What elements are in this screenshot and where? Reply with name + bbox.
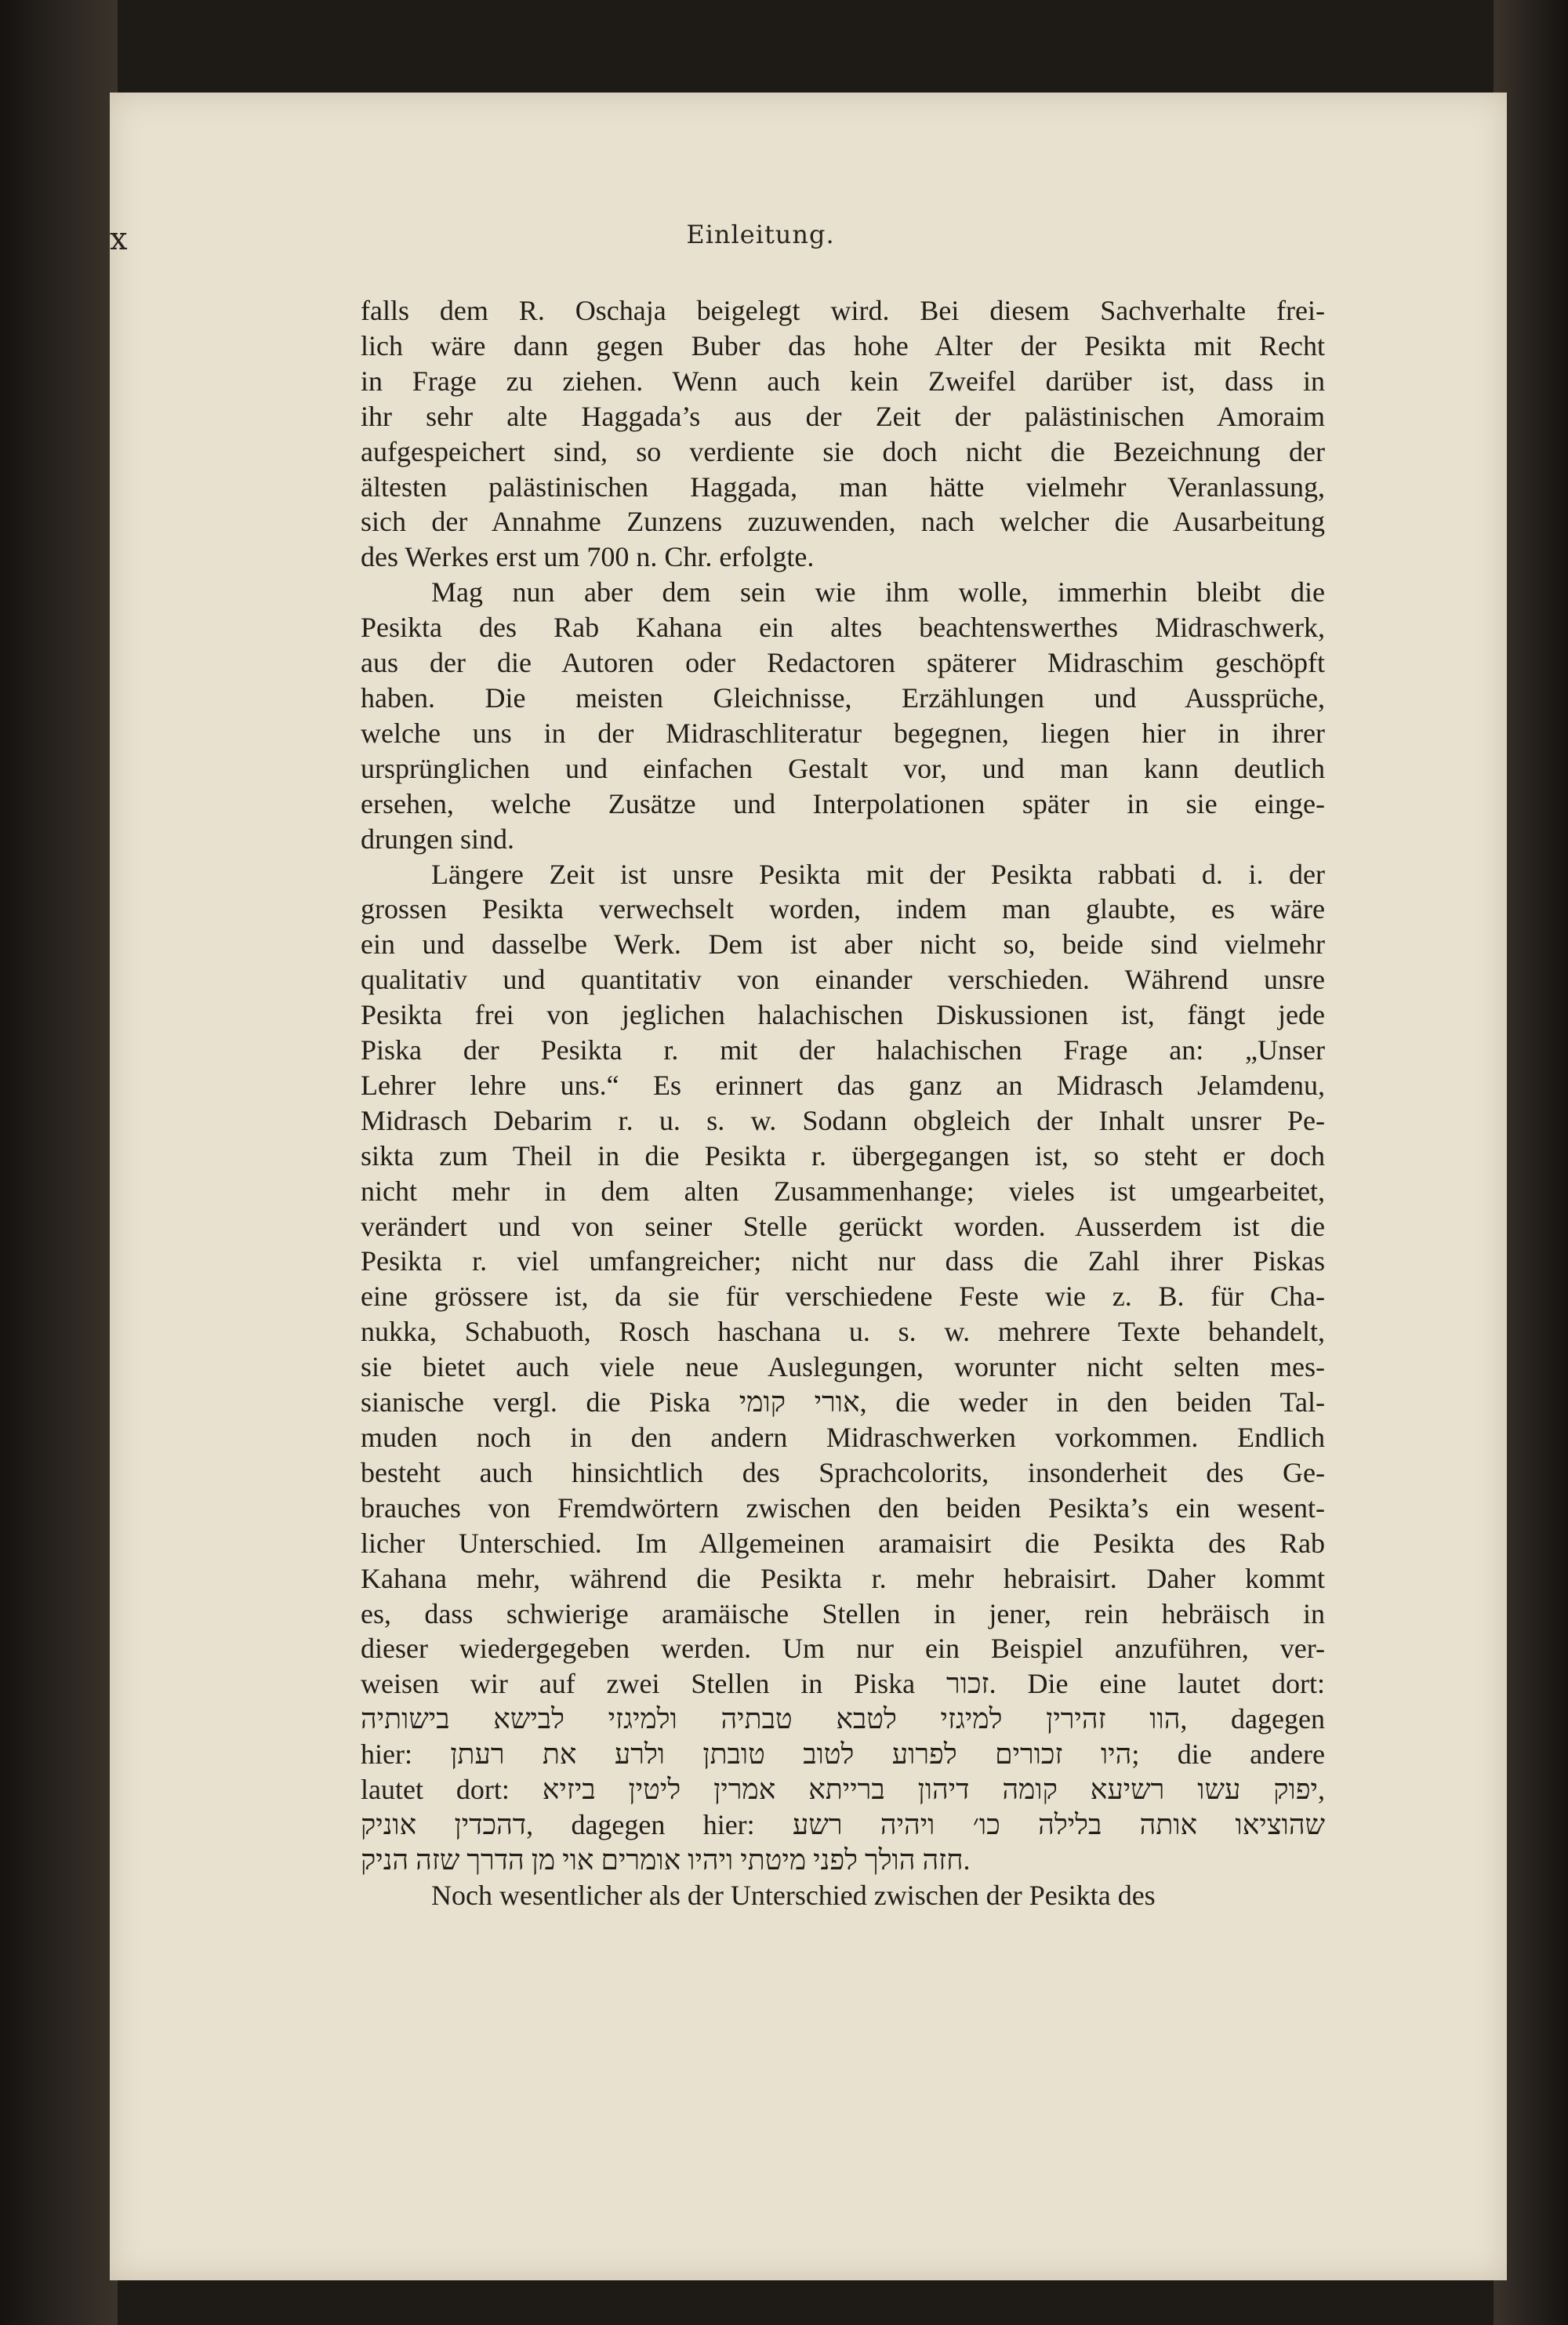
- text-line: ‎דהכדין אוניק‎, dagegen hier: ‎שהוציאו אותה בלילה כו׳ ויהיה רשע‎: [361, 1808, 1326, 1840]
- text-line: sie bietet auch viele neue Auslegungen, worunter nicht selten mes-: [361, 1351, 1325, 1383]
- text-line: des Werkes erst um 700 n. Chr. erfolgte.: [361, 541, 815, 573]
- text-line: Mag nun aber dem sein wie ihm wolle, immerhin bleibt die: [431, 576, 1325, 608]
- text-line: Pesikta r. viel umfangreicher; nicht nur dass die Zahl ihrer Piskas: [361, 1245, 1325, 1277]
- text-line: eine grössere ist, da sie für verschiedene Feste wie z. B. für Cha-: [361, 1281, 1325, 1313]
- text-line: falls dem R. Oschaja beigelegt wird. Bei diesem Sachverhalte frei-: [361, 295, 1325, 326]
- text-line: lautet dort: ‎יפוק עשו רשיעא קומה דיהון ברייתא אמרין ליטין ביזיא‎,: [361, 1774, 1325, 1806]
- text-line: brauches von Fremdwörtern zwischen den beiden Pesikta’s ein wesent-: [361, 1491, 1325, 1524]
- text-line: licher Unterschied. Im Allgemeinen aramaisirt die Pesikta des Rab: [361, 1527, 1325, 1559]
- text-line: welche uns in der Midraschliteratur begegnen, liegen hier in ihrer: [361, 717, 1325, 749]
- text-line: Midrasch Debarim r. u. s. w. Sodann obgleich der Inhalt unsrer Pe-: [361, 1104, 1325, 1136]
- text-line: sich der Annahme Zunzens zuzuwenden, nach welcher die Ausarbeitung: [361, 506, 1325, 538]
- book-cover-left-edge: [0, 0, 118, 2325]
- body-text: [361, 293, 1325, 1913]
- text-line: nukka, Schabuoth, Rosch haschana u. s. w. mehrere Texte behandelt,: [361, 1316, 1325, 1348]
- text-line: ein und dasselbe Werk. Dem ist aber nicht so, beide sind vielmehr: [361, 928, 1325, 961]
- text-line: drungen sind.: [361, 823, 514, 855]
- text-line: besteht auch hinsichtlich des Sprachcolorits, insonderheit des Ge-: [361, 1456, 1325, 1488]
- text-line: ‎חזה הולך לפני מיטתי ויהיו אומרים אוי מן הדרך שזה הניק‎.: [361, 1844, 971, 1876]
- paragraph: [361, 575, 1325, 856]
- text-line: Längere Zeit ist unsre Pesikta mit der Pesikta rabbati d. i. der: [431, 858, 1325, 890]
- text-line: dieser wiedergegeben werden. Um nur ein Beispiel anzuführen, ver-: [361, 1633, 1325, 1665]
- text-line: Pesikta des Rab Kahana ein altes beachtenswerthes Midraschwerk,: [361, 612, 1325, 644]
- text-line: ihr sehr alte Haggada’s aus der Zeit der palästinischen Amoraim: [361, 400, 1325, 432]
- text-line: weisen wir auf zwei Stellen in Piska ‎זכור‎. Die eine lautet dort:: [361, 1668, 1325, 1700]
- paragraph: [361, 293, 1325, 575]
- text-line: ‎הוו זהירין למיגזי לטבא טבתיה ולמיגזי לבישא בישותיה‎, dagegen: [361, 1703, 1325, 1735]
- text-line: hier: ‎היו זכורים לפרוע לטוב טובתן ולרע את רעתן‎; die andere: [361, 1738, 1325, 1771]
- text-line: Kahana mehr, während die Pesikta r. mehr hebraisirt. Daher kommt: [361, 1562, 1325, 1594]
- text-line: Pesikta frei von jeglichen halachischen Diskussionen ist, fängt jede: [361, 999, 1325, 1031]
- text-line: lich wäre dann gegen Buber das hohe Alter der Pesikta mit Recht: [361, 329, 1325, 361]
- text-line: in Frage zu ziehen. Wenn auch kein Zweifel darüber ist, dass in: [361, 365, 1325, 397]
- text-line: aufgespeichert sind, so verdiente sie doch nicht die Bezeichnung der: [361, 435, 1325, 467]
- text-line: sianische vergl. die Piska ‎אורי קומי‎, die weder in den beiden Tal-: [361, 1386, 1325, 1419]
- text-line: nicht mehr in dem alten Zusammenhange; vieles ist umgearbeitet,: [361, 1175, 1325, 1207]
- text-line: haben. Die meisten Gleichnisse, Erzählungen und Aussprüche,: [361, 681, 1325, 714]
- text-line: aus der die Autoren oder Redactoren späterer Midraschim geschöpft: [361, 647, 1325, 679]
- text-line: ursprünglichen und einfachen Gestalt vor, und man kann deutlich: [361, 752, 1325, 784]
- text-line: grossen Pesikta verwechselt worden, indem man glaubte, es wäre: [361, 893, 1325, 925]
- text-line: Lehrer lehre uns.“ Es erinnert das ganz an Midrasch Jelamdenu,: [361, 1069, 1325, 1101]
- text-line: muden noch in den andern Midraschwerken vorkommen. Endlich: [361, 1422, 1325, 1453]
- text-line: ältesten palästinischen Haggada, man hätte vielmehr Veranlassung,: [361, 470, 1325, 503]
- text-line: sikta zum Theil in die Pesikta r. übergegangen ist, so steht er doch: [361, 1139, 1325, 1172]
- text-line: qualitativ und quantitativ von einander verschieden. Während unsre: [361, 964, 1325, 996]
- paragraph: [361, 1878, 1325, 1913]
- text-line: ersehen, welche Zusätze und Interpolationen später in sie einge-: [361, 787, 1325, 819]
- paragraph: [361, 857, 1325, 1878]
- text-line: Noch wesentlicher als der Unterschied zwischen der Pesikta des: [431, 1879, 1156, 1911]
- text-line: es, dass schwierige aramäische Stellen in jener, rein hebräisch in: [361, 1597, 1325, 1629]
- text-line: verändert und von seiner Stelle gerückt worden. Ausserdem ist die: [361, 1210, 1325, 1242]
- text-line: Piska der Pesikta r. mit der halachischen Frage an: „Unser: [361, 1034, 1325, 1066]
- page-header: [251, 220, 1270, 267]
- page-number: x: [110, 221, 128, 257]
- running-title: Einleitung.: [686, 220, 835, 249]
